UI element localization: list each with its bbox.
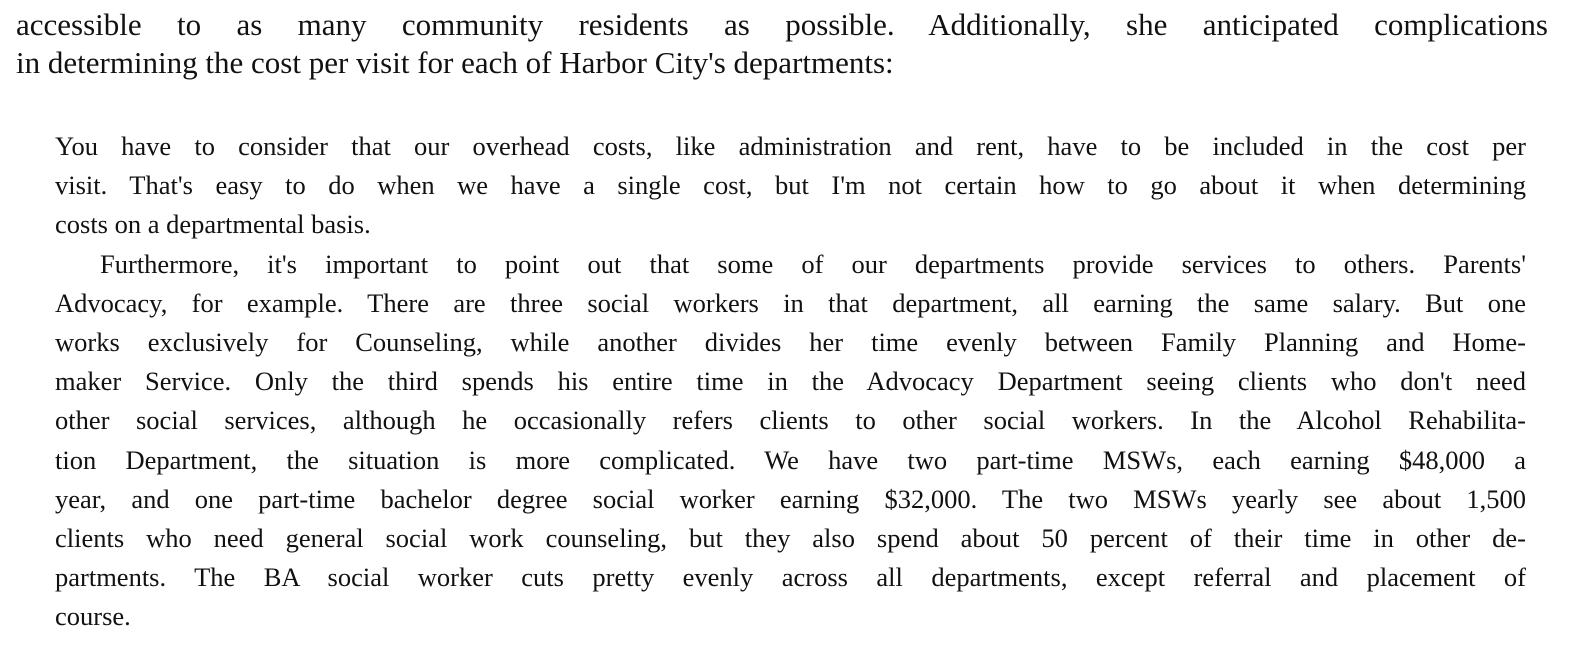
text-line: accessible to as many community residents as possible. Additionally, she anticipated complications <box>16 7 1548 42</box>
text-line: You have to consider that our overhead costs, like administration and rent, have to be included in the cost per <box>55 131 1526 161</box>
text-line: course. <box>55 601 131 632</box>
text-line: partments. The BA social worker cuts pretty evenly across all departments, except referral and placement of <box>55 562 1526 593</box>
text-line: costs on a departmental basis. <box>55 209 371 240</box>
text-line: other social services, although he occasionally refers clients to other social workers. In the Alcohol Rehabilita- <box>55 405 1526 436</box>
quote-paragraph-2 <box>55 245 1526 637</box>
text-line: Advocacy, for example. There are three social workers in that department, all earning the same salary. But one <box>55 287 1526 318</box>
text-line: clients who need general social work counseling, but they also spend about 50 percent of their time in other de- <box>55 523 1526 554</box>
quote-paragraph-1 <box>55 127 1526 245</box>
text-line: in determining the cost per visit for each of Harbor City's departments: <box>16 45 894 80</box>
block-quote <box>55 127 1526 637</box>
text-line: tion Department, the situation is more complicated. We have two part-time MSWs, each earning $48,000 a <box>55 444 1526 475</box>
text-line: Furthermore, it's important to point out that some of our departments provide services to others. Parents' <box>100 248 1526 279</box>
lead-paragraph <box>16 6 1548 82</box>
text-line: year, and one part-time bachelor degree social worker earning $32,000. The two MSWs yearly see about 1,500 <box>55 483 1526 514</box>
text-line: maker Service. Only the third spends his entire time in the Advocacy Department seeing clients who don't need <box>55 366 1526 397</box>
text-line: visit. That's easy to do when we have a single cost, but I'm not certain how to go about it when determining <box>55 170 1526 201</box>
text-line: works exclusively for Counseling, while another divides her time evenly between Family Planning and Home- <box>55 327 1526 358</box>
